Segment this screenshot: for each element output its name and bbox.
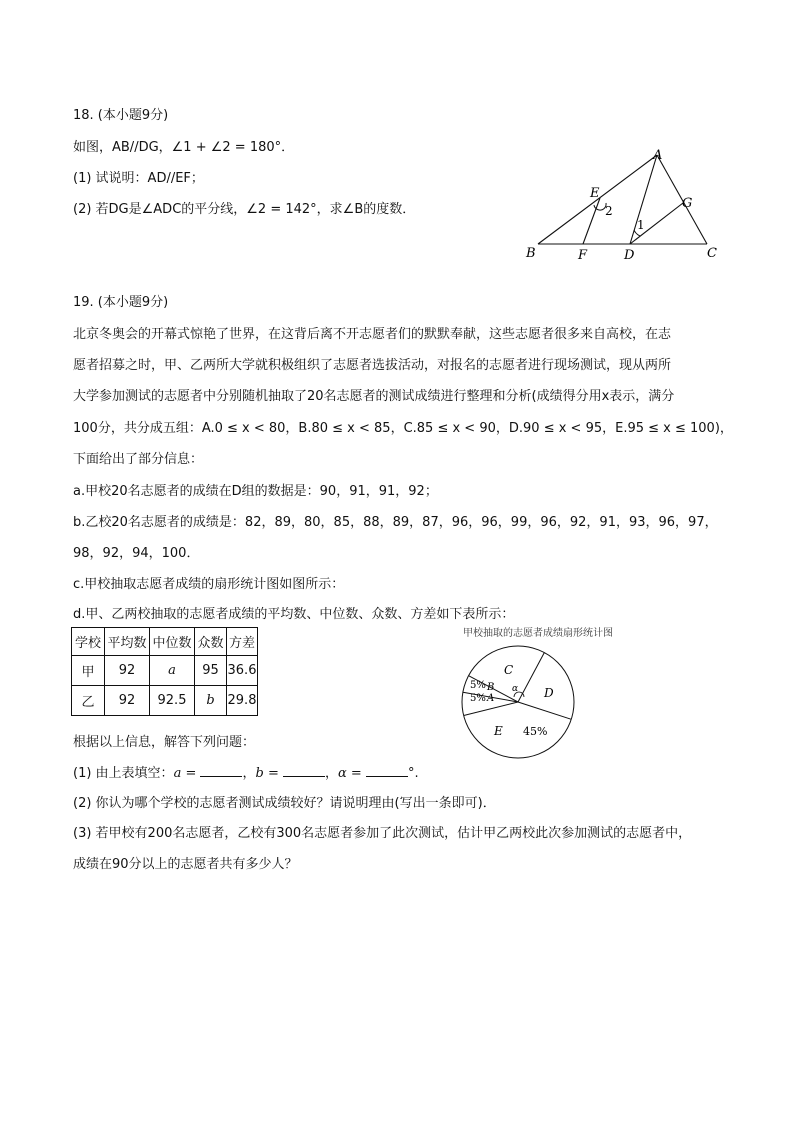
stats-table <box>71 627 258 716</box>
table-cell: b <box>195 686 227 716</box>
label-E: E <box>590 186 600 201</box>
q19-info-d: d.甲、乙两校抽取的志愿者成绩的平均数、中位数、众数、方差如下表所示： <box>73 607 515 622</box>
table-cell: 95 <box>195 656 227 686</box>
q19-sub3-line-1: (3) 若甲校有200名志愿者，乙校有300名志愿者参加了此次测试，估计甲乙两校此次参加测试的志愿者中， <box>73 826 692 841</box>
q19-sub3-line-2: 成绩在90分以上的志愿者共有多少人？ <box>73 857 298 872</box>
table-header-cell: 中位数 <box>150 628 195 656</box>
blank-a-label: a = <box>173 766 197 781</box>
q19-info-b-line-1: b.乙校20名志愿者的成绩是：82，89，80，85，88，89，87，96，96，99，96，92，91，93，96，97， <box>73 515 718 530</box>
blank-b-label: b = <box>255 766 279 781</box>
q18-header: 18. (本小题9分) <box>73 108 169 123</box>
table-header-cell: 平均数 <box>105 628 150 656</box>
label-angle2: 2 <box>605 204 613 218</box>
slice-pct-B: 5% <box>470 680 486 691</box>
q18-part1: (1) 试说明：AD//EF； <box>73 171 204 186</box>
q19-sub1 <box>73 762 419 781</box>
q18-part2: (2) 若DG是∠ADC的平分线，∠2 = 142°，求∠B的度数． <box>73 202 416 217</box>
table-cell: a <box>150 656 195 686</box>
blank-alpha[interactable] <box>366 764 408 777</box>
table-header-cell: 方差 <box>227 628 258 656</box>
slice-label-C: C <box>504 663 514 677</box>
label-A: A <box>653 148 663 163</box>
slice-label-E: E <box>494 724 503 738</box>
table-cell: 乙 <box>72 686 105 716</box>
sep: ， <box>242 766 256 781</box>
table-cell: 29.8 <box>227 686 258 716</box>
sep: ， <box>325 766 339 781</box>
blank-alpha-label: α = <box>338 766 362 781</box>
q19-sub2: (2) 你认为哪个学校的志愿者测试成绩较好？请说明理由(写出一条即可)． <box>73 796 496 811</box>
table-row <box>72 656 258 686</box>
q19-intro-line-4: 100分，共分成五组：A.0 ≤ x < 80，B.80 ≤ x < 85，C.85 ≤ x < 90，D.90 ≤ x < 95，E.95 ≤ x ≤ 100)， <box>73 421 733 436</box>
alpha-label: α <box>512 684 519 694</box>
table-cell: 甲 <box>72 656 105 686</box>
slice-label-A: A <box>487 693 495 704</box>
table-cell: 92 <box>105 656 150 686</box>
sub1-end: °. <box>407 766 419 781</box>
blank-a[interactable] <box>200 764 242 777</box>
chart-title: 甲校抽取的志愿者成绩扇形统计图 <box>463 628 613 639</box>
q19-prompt: 根据以上信息，解答下列问题： <box>73 735 256 750</box>
table-header-cell: 学校 <box>72 628 105 656</box>
pie-chart <box>448 623 628 763</box>
table-header-cell: 众数 <box>195 628 227 656</box>
label-F: F <box>578 248 588 263</box>
label-angle1: 1 <box>637 218 645 232</box>
slice-pct-A: 5% <box>470 693 486 704</box>
blank-b[interactable] <box>283 764 325 777</box>
label-G: G <box>682 196 693 211</box>
slice-pct-E: 45% <box>523 725 548 738</box>
sub1-text: (1) 由上表填空： <box>73 766 174 781</box>
q19-intro-line-5: 下面给出了部分信息： <box>73 452 204 467</box>
table-header-row <box>72 628 258 656</box>
q19-intro-line-3: 大学参加测试的志愿者中分别随机抽取了20名志愿者的测试成绩进行整理和分析(成绩得分用x表示，满分 <box>73 389 675 404</box>
q19-info-b-line-2: 98，92，94，100． <box>73 546 200 561</box>
table-cell: 92.5 <box>150 686 195 716</box>
table-cell: 92 <box>105 686 150 716</box>
q19-header: 19. (本小题9分) <box>73 295 169 310</box>
label-D: D <box>624 248 635 263</box>
slice-label-B: B <box>487 682 495 693</box>
table-row <box>72 686 258 716</box>
table-cell: 36.6 <box>227 656 258 686</box>
label-B: B <box>526 246 536 261</box>
geometry-figure <box>520 143 750 263</box>
q19-info-a: a.甲校20名志愿者的成绩在D组的数据是：90，91，91，92； <box>73 484 438 499</box>
q18-stem: 如图，AB//DG，∠1 + ∠2 = 180°． <box>73 140 295 155</box>
q19-intro-line-1: 北京冬奥会的开幕式惊艳了世界，在这背后离不开志愿者们的默默奉献，这些志愿者很多来自高校，在志 <box>73 327 672 342</box>
slice-label-D: D <box>544 686 554 700</box>
label-C: C <box>707 246 717 261</box>
q19-intro-line-2: 愿者招募之时，甲、乙两所大学就积极组织了志愿者选拔活动，对报名的志愿者进行现场测试，现从两所 <box>73 358 672 373</box>
q19-info-c: c.甲校抽取志愿者成绩的扇形统计图如图所示： <box>73 577 345 592</box>
